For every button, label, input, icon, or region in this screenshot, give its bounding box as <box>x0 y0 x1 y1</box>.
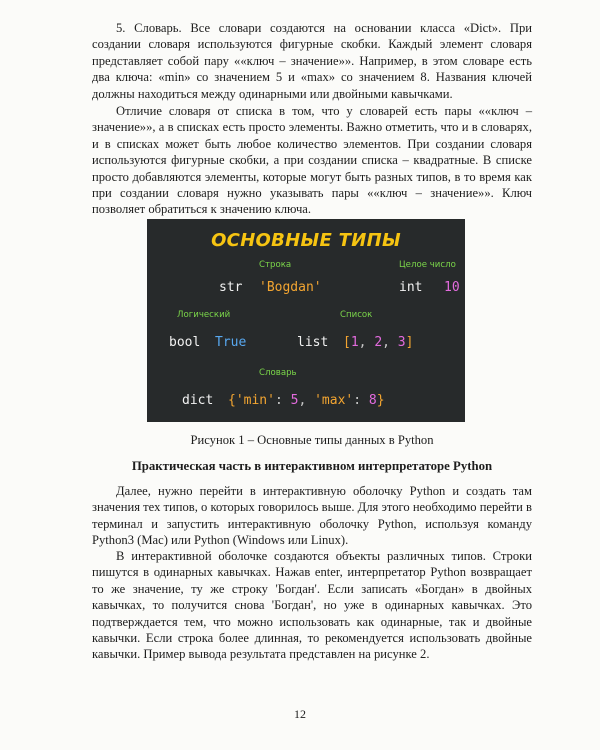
code-dict-keyword: dict <box>182 393 214 408</box>
dict-value-8: 8 <box>368 393 377 408</box>
section-heading: Практическая часть в интерактивном интерпретаторе Python <box>131 459 493 473</box>
code-str-keyword: str <box>219 280 243 295</box>
dict-value-5: 5 <box>290 393 299 408</box>
code-bool-keyword: bool <box>169 335 201 350</box>
list-value-1: 1 <box>350 335 359 350</box>
label-string: Строка <box>259 260 292 270</box>
paragraph-interactive-shell: Далее, нужно перейти в интерактивную оболочку Python и создать там значения тех типов, о которых говорилось выше. Для этого необходимо перейти в терминал и запустить интерактивную оболочку Python, используя команду Python3 (Mac) или Python (Windows или Linux). <box>92 484 532 548</box>
label-boolean: Логический <box>177 310 231 320</box>
code-dict-value <box>228 393 385 408</box>
code-int-value: 10 <box>444 280 460 295</box>
code-str-value: 'Bogdan' <box>259 280 322 295</box>
label-dictionary: Словарь <box>259 368 297 378</box>
figure-title: ОСНОВНЫЕ ТИПЫ <box>211 230 401 251</box>
paragraph-dictionary: 5. Словарь. Все словари создаются на основании класса «Dict». При создании словаря используются фигурные скобки. Каждый элемент словаря представляет собой пару ««ключ – значение»». Например, в этом словаре есть два ключа: «min» со значением 5 и «max» со значением 8. Названия ключей должны находиться между одинарными или двойными кавычками. <box>92 21 532 101</box>
figure-caption: Рисунок 1 – Основные типы данных в Python <box>190 433 434 447</box>
list-open-bracket: [ <box>343 335 351 350</box>
dict-open-brace: { <box>228 393 236 408</box>
paragraph-dict-vs-list: Отличие словаря от списка в том, что у словарей есть пары ««ключ – значение»», а в списках есть просто элементы. Важно отметить, что и в словарях, и в списках может быть любое количество элементов. При создании словаря используются фигурные скобки, а при создании списка – квадратные. В списке просто добавляются элементы, которые могут быть разных типов, в то время как при создании словаря нужно указывать пары ««ключ – значение»». Ключ позволяет обратиться к значению ключа. <box>92 104 532 217</box>
dict-key-min: 'min' <box>235 393 275 408</box>
list-value-2: 2 <box>374 335 383 350</box>
code-bool-value: True <box>215 335 247 350</box>
dict-close-brace: } <box>376 393 385 408</box>
list-value-3: 3 <box>397 335 406 350</box>
list-separator-1: , <box>358 335 375 350</box>
label-integer: Целое число <box>399 260 456 270</box>
page-number: 12 <box>294 707 306 721</box>
dict-key-max: 'max' <box>314 393 354 408</box>
list-separator-2: , <box>382 335 398 350</box>
figure-basic-types <box>147 219 465 422</box>
dict-separator: , <box>298 393 315 408</box>
code-list-value <box>343 335 413 350</box>
list-close-bracket: ] <box>405 335 414 350</box>
code-list-keyword: list <box>297 335 329 350</box>
dict-colon-2: : <box>353 393 369 408</box>
label-list: Список <box>340 310 373 320</box>
code-int-keyword: int <box>399 280 423 295</box>
paragraph-string-quotes: В интерактивной оболочке создаются объекты различных типов. Строки пишутся в одинарных кавычках. Нажав enter, интерпретатор Python возвращает то же значение, ту же строку 'Богдан'. Если записать «Богдан» в двойных кавычках, то получится снова 'Богдан', но уже в одинарных кавычках. Это подтверждается тем, что можно использовать как одинарные, так и двойные кавычки. Если строка более длинная, то рекомендуется использовать двойные кавычки. Пример вывода результата представлен на рисунке 2. <box>92 549 532 662</box>
dict-colon-1: : <box>274 393 291 408</box>
